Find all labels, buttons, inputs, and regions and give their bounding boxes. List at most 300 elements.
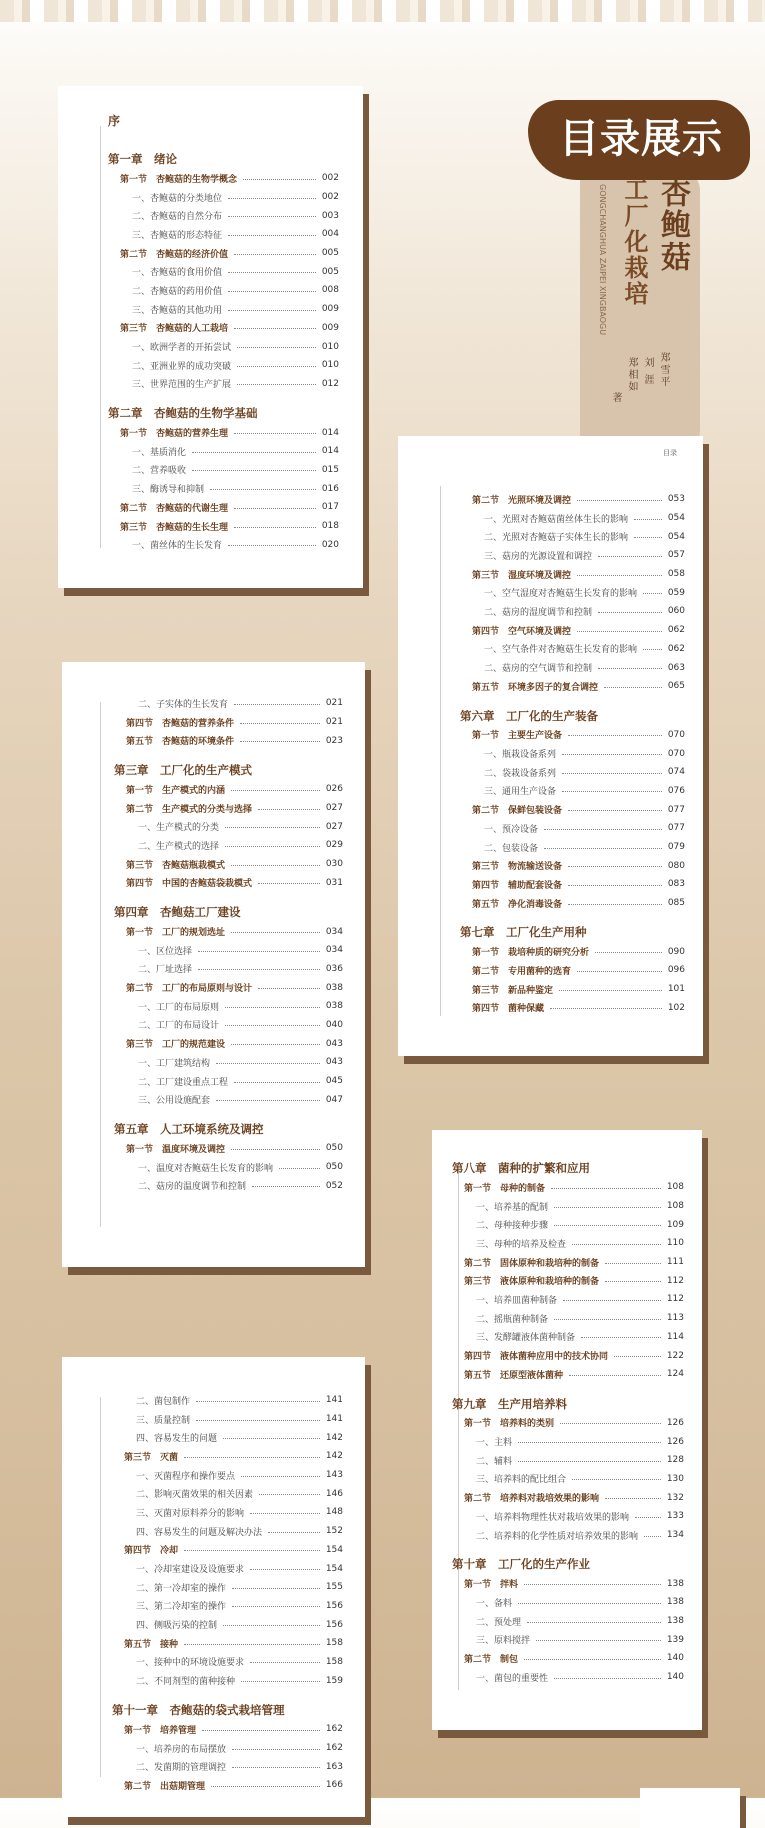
entry-label: 三、世界范围的生产扩展	[132, 380, 232, 391]
page-number: 002	[321, 192, 339, 203]
chapter-heading: 第五章 人工环境系统及调控	[114, 1122, 264, 1137]
dot-leader	[250, 1513, 320, 1514]
entry-label: 二、菇房的空气调节和控制	[484, 664, 593, 675]
entry-label: 第五节 净化消毒设备	[472, 899, 563, 910]
page-number: 015	[321, 464, 339, 475]
page-number: 130	[666, 1473, 684, 1484]
entry-label: 一、备料	[476, 1598, 513, 1609]
section-entry	[460, 800, 685, 819]
section-entry	[452, 1574, 684, 1593]
page-number: 014	[321, 427, 339, 438]
page-number: 026	[325, 784, 343, 795]
page-number: 156	[325, 1619, 343, 1630]
toc-list	[112, 1391, 343, 1795]
subsection-entry	[452, 1197, 684, 1216]
subsection-entry	[460, 509, 685, 528]
entry-label: 第三节 杏鲍菇的人工栽培	[120, 324, 229, 335]
dot-leader	[634, 519, 662, 520]
entry-label: 第一节 培养料的类别	[464, 1419, 555, 1430]
page-number: 045	[325, 1076, 343, 1087]
entry-label: 一、杏鲍菇的食用价值	[132, 268, 223, 279]
dot-leader	[634, 537, 662, 538]
page-number: 063	[667, 662, 685, 673]
entry-label: 一、空气条件对杏鲍菇生长发育的影响	[484, 645, 638, 656]
subsection-entry	[108, 300, 339, 319]
toc-list	[114, 694, 343, 1195]
page-number: 060	[667, 606, 685, 617]
subsection-entry	[460, 583, 685, 602]
dot-leader	[258, 988, 320, 989]
entry-label: 第五节 还原型液体菌种	[464, 1370, 564, 1381]
entry-label: 二、厂址选择	[138, 965, 193, 976]
entry-label: 二、第一冷却室的操作	[136, 1583, 227, 1594]
subsection-entry	[108, 375, 339, 394]
page-number: 079	[667, 842, 685, 853]
dot-leader	[216, 1063, 320, 1064]
page-number: 021	[325, 717, 343, 728]
entry-label: 第三节 杏鲍菇瓶栽模式	[126, 860, 226, 871]
page-number: 058	[667, 569, 685, 580]
subsection-entry	[112, 1757, 343, 1776]
page-number: 108	[666, 1182, 684, 1193]
page-number: 062	[667, 625, 685, 636]
dot-leader	[572, 1479, 661, 1480]
entry-label: 一、瓶栽设备系列	[484, 750, 557, 761]
dot-leader	[234, 508, 316, 509]
section-entry	[452, 1365, 684, 1384]
dot-leader	[551, 1188, 661, 1189]
subsection-entry	[112, 1578, 343, 1597]
dot-leader	[225, 827, 320, 828]
chapter-heading: 第一章 绪论	[108, 152, 177, 166]
entry-label: 二、菇房的温度调节和控制	[138, 1182, 247, 1193]
entry-label: 第二节 工厂的布局原则与设计	[126, 984, 253, 995]
dot-leader	[518, 1461, 661, 1462]
entry-label: 第一节 栽培种质的研究分析	[472, 948, 590, 959]
dot-leader	[210, 489, 316, 490]
subsection-entry	[114, 1072, 343, 1091]
subsection-entry	[112, 1559, 343, 1578]
page-number: 143	[325, 1470, 343, 1481]
subsection-entry	[112, 1391, 343, 1410]
dot-leader	[544, 829, 662, 830]
page-number: 070	[667, 729, 685, 740]
book-cover-badge	[512, 72, 752, 412]
entry-label: 二、亚洲业界的成功突破	[132, 361, 232, 372]
page-number: 152	[325, 1526, 343, 1537]
page-number: 134	[666, 1530, 684, 1541]
entry-label: 一、工厂建筑结构	[138, 1058, 211, 1069]
entry-label: 第一节 温度环境及调控	[126, 1144, 226, 1155]
entry-label: 第三节 灭菌	[124, 1452, 179, 1463]
entry-label: 第二节 培养料对栽培效果的影响	[464, 1494, 600, 1505]
entry-label: 三、第二冷却室的操作	[136, 1602, 227, 1613]
dot-leader	[563, 1300, 661, 1301]
dot-leader	[562, 754, 662, 755]
dot-leader	[237, 347, 316, 348]
dot-leader	[231, 865, 320, 866]
entry-label: 第一节 培养管理	[124, 1725, 197, 1736]
entry-label: 三、酶诱导和抑制	[132, 485, 205, 496]
entry-label: 一、培养房的布局摆放	[136, 1744, 227, 1755]
dot-leader	[223, 1438, 320, 1439]
dot-leader	[252, 1186, 320, 1187]
subsection-entry	[114, 941, 343, 960]
subsection-entry	[452, 1526, 684, 1545]
section-entry	[452, 1414, 684, 1433]
dot-leader	[569, 1375, 661, 1376]
subsection-entry	[452, 1612, 684, 1631]
dot-leader	[568, 866, 662, 867]
entry-label: 一、主料	[476, 1438, 513, 1449]
subsection-entry	[452, 1215, 684, 1234]
dot-leader	[231, 1149, 320, 1150]
section-entry	[460, 490, 685, 509]
margin-line	[100, 126, 101, 548]
subsection-entry	[108, 206, 339, 225]
subsection-entry	[452, 1507, 684, 1526]
dot-leader	[279, 1168, 320, 1169]
entry-label: 二、不同剂型的菌种接种	[136, 1677, 236, 1688]
entry-label: 第一节 主要生产设备	[472, 731, 563, 742]
subsection-entry	[460, 602, 685, 621]
dot-leader	[524, 1659, 661, 1660]
dot-leader	[560, 1423, 661, 1424]
page-number: 076	[667, 785, 685, 796]
subsection-entry	[112, 1503, 343, 1522]
section-entry	[460, 621, 685, 640]
page-number: 050	[325, 1162, 343, 1173]
subsection-entry	[108, 356, 339, 375]
dot-leader	[258, 883, 320, 884]
dot-leader	[243, 179, 316, 180]
dot-leader	[234, 704, 320, 705]
subsection-entry	[114, 836, 343, 855]
subsection-entry	[108, 337, 339, 356]
section-entry	[114, 799, 343, 818]
page-number: 034	[325, 945, 343, 956]
page-number: 132	[666, 1492, 684, 1503]
page-header: 目录	[663, 449, 677, 457]
subsection-entry	[114, 1053, 343, 1072]
page-number: 112	[666, 1294, 684, 1305]
page-number: 043	[325, 1057, 343, 1068]
page-number: 163	[325, 1761, 343, 1772]
page-number: 140	[666, 1672, 684, 1683]
page-number: 016	[321, 483, 339, 494]
dot-leader	[202, 1730, 320, 1731]
subsection-entry	[460, 763, 685, 782]
dot-leader	[192, 470, 316, 471]
dot-leader	[228, 272, 316, 273]
chapter-heading: 第四章 杏鲍菇工厂建设	[114, 905, 241, 920]
section-entry	[112, 1776, 343, 1795]
page-number: 057	[667, 550, 685, 561]
entry-label: 第四节 中国的杏鲍菇袋栽模式	[126, 879, 253, 890]
page-number: 065	[667, 681, 685, 692]
page-number: 021	[325, 698, 343, 709]
toc-list	[452, 1158, 684, 1687]
entry-label: 第四节 辅助配套设备	[472, 880, 563, 891]
entry-label: 三、质量控制	[136, 1415, 191, 1426]
dot-leader	[572, 1244, 661, 1245]
entry-label: 一、菌包的重要性	[476, 1673, 549, 1684]
entry-label: 二、母种接种步骤	[476, 1221, 549, 1232]
entry-label: 二、子实体的生长发育	[138, 699, 229, 710]
entry-label: 二、包装设备	[484, 843, 539, 854]
entry-label: 二、杏鲍菇的药用价值	[132, 286, 223, 297]
dot-leader	[184, 1550, 320, 1551]
book-title: 杏鲍菇	[655, 177, 690, 273]
author-2: 刘 涯	[642, 357, 653, 387]
entry-label: 第五节 杏鲍菇的环境条件	[126, 737, 235, 748]
section-entry	[452, 1253, 684, 1272]
dot-leader	[605, 1498, 661, 1499]
dot-leader	[237, 384, 316, 385]
entry-label: 第三节 物流输送设备	[472, 862, 563, 873]
section-entry	[460, 999, 685, 1018]
badge-title: 目录展示	[559, 116, 723, 162]
page-number: 102	[667, 1002, 685, 1013]
chapter-heading: 第十章 工厂化的生产作业	[452, 1557, 590, 1572]
dot-leader	[225, 846, 320, 847]
subsection-entry	[114, 1176, 343, 1195]
dot-leader	[577, 971, 662, 972]
toc-page-1	[58, 86, 363, 588]
page-number: 059	[667, 587, 685, 598]
dot-leader	[231, 932, 320, 933]
entry-label: 第二节 杏鲍菇的经济价值	[120, 249, 229, 260]
page-number: 005	[321, 248, 339, 259]
dot-leader	[225, 1007, 320, 1008]
section-entry	[112, 1634, 343, 1653]
entry-label: 第四节 空气环境及调控	[472, 626, 572, 637]
dot-leader	[559, 990, 662, 991]
entry-label: 三、培养料的配比组合	[476, 1475, 567, 1486]
entry-label: 第四节 液体菌种应用中的技术协同	[464, 1352, 609, 1363]
subsection-entry	[112, 1484, 343, 1503]
page-number: 038	[325, 982, 343, 993]
section-entry	[452, 1178, 684, 1197]
entry-label: 三、母种的培养及检查	[476, 1239, 567, 1250]
dot-leader	[577, 631, 662, 632]
page-number: 138	[666, 1578, 684, 1589]
dot-leader	[598, 556, 662, 557]
section-entry	[108, 319, 339, 338]
subsection-entry	[112, 1671, 343, 1690]
margin-line	[100, 702, 101, 1227]
chapter-heading: 第三章 工厂化的生产模式	[114, 763, 252, 778]
entry-label: 第二节 制包	[464, 1654, 519, 1665]
entry-label: 一、杏鲍菇的分类地位	[132, 193, 223, 204]
entry-label: 一、冷却室建设及设施要求	[136, 1565, 245, 1576]
section-entry	[460, 875, 685, 894]
dot-leader	[216, 1100, 320, 1101]
entry-label: 一、预冷设备	[484, 824, 539, 835]
page-number: 010	[321, 360, 339, 371]
entry-label: 第五节 接种	[124, 1639, 179, 1650]
book-english-title: GONGCHANGHUA ZAIPEI XINGBAOGU	[598, 184, 607, 336]
page-number: 126	[666, 1436, 684, 1447]
author-1: 郑雪平	[658, 352, 669, 388]
page-number: 010	[321, 341, 339, 352]
section-entry	[108, 244, 339, 263]
subsection-entry	[452, 1668, 684, 1687]
page-number: 138	[666, 1616, 684, 1627]
page-number: 036	[325, 963, 343, 974]
page-number: 020	[321, 539, 339, 550]
dot-leader	[228, 216, 316, 217]
page-number: 038	[325, 1001, 343, 1012]
page-number: 012	[321, 378, 339, 389]
entry-label: 三、杏鲍菇的形态特征	[132, 230, 223, 241]
entry-label: 一、温度对杏鲍菇生长发育的影响	[138, 1163, 274, 1174]
page-number: 062	[667, 643, 685, 654]
page-number: 122	[666, 1350, 684, 1361]
page-number: 124	[666, 1369, 684, 1380]
section-entry	[108, 498, 339, 517]
dot-leader	[554, 1207, 661, 1208]
page-number: 142	[325, 1451, 343, 1462]
subsection-entry	[460, 527, 685, 546]
toc-page-3	[62, 662, 365, 1267]
entry-label: 一、培养料物理性状对栽培效果的影响	[476, 1512, 630, 1523]
top-brush-decoration	[0, 0, 765, 22]
margin-line	[100, 1397, 101, 1777]
dot-leader	[240, 723, 320, 724]
subsection-entry	[452, 1593, 684, 1612]
page-number: 154	[325, 1544, 343, 1555]
subsection-entry	[108, 262, 339, 281]
page-number: 008	[321, 285, 339, 296]
entry-label: 二、辅料	[476, 1456, 513, 1467]
entry-label: 一、接种中的环境设施要求	[136, 1658, 245, 1669]
subsection-entry	[112, 1522, 343, 1541]
entry-label: 第一节 母种的制备	[464, 1183, 546, 1194]
dot-leader	[234, 328, 316, 329]
entry-label: 一、光照对杏鲍菇菌丝体生长的影响	[484, 514, 629, 525]
dot-leader	[605, 1263, 661, 1264]
preface-label: 序	[108, 114, 121, 128]
page-number: 080	[667, 860, 685, 871]
entry-label: 第一节 生产模式的内涵	[126, 785, 226, 796]
subsection-entry	[114, 997, 343, 1016]
dot-leader	[604, 687, 662, 688]
entry-label: 三、灭菌对原料养分的影响	[136, 1508, 245, 1519]
subsection-entry	[108, 461, 339, 480]
entry-label: 第一节 拌料	[464, 1580, 519, 1591]
page-number: 054	[667, 531, 685, 542]
entry-label: 一、区位选择	[138, 946, 193, 957]
dot-leader	[240, 741, 320, 742]
entry-label: 第五节 环境多因子的复合调控	[472, 682, 599, 693]
page-number: 109	[666, 1219, 684, 1230]
entry-label: 一、生产模式的分类	[138, 823, 220, 834]
page-number: 158	[325, 1656, 343, 1667]
dot-leader	[562, 791, 662, 792]
page-number: 090	[667, 946, 685, 957]
section-entry	[114, 1139, 343, 1158]
subsection-entry	[112, 1653, 343, 1672]
dot-leader	[232, 1606, 320, 1607]
dot-leader	[225, 1025, 320, 1026]
dot-leader	[536, 1640, 661, 1641]
subsection-entry	[112, 1428, 343, 1447]
subsection-entry	[452, 1290, 684, 1309]
subsection-entry	[452, 1234, 684, 1253]
dot-leader	[234, 527, 316, 528]
subsection-entry	[452, 1630, 684, 1649]
entry-label: 二、光照对杏鲍菇子实体生长的影响	[484, 533, 629, 544]
page-number: 074	[667, 767, 685, 778]
entry-label: 第三节 液体原种和栽培种的制备	[464, 1277, 600, 1288]
book-subtitle: 工厂化栽培	[620, 177, 648, 307]
page-number: 156	[325, 1600, 343, 1611]
entry-label: 第二节 固体原种和栽培种的制备	[464, 1258, 600, 1269]
entry-label: 二、袋栽设备系列	[484, 768, 557, 779]
page-number: 108	[666, 1201, 684, 1212]
toc-list	[108, 149, 339, 554]
page-number: 083	[667, 879, 685, 890]
page-number: 053	[667, 494, 685, 505]
dot-leader	[268, 1532, 320, 1533]
page-number: 047	[325, 1094, 343, 1105]
subsection-entry	[460, 744, 685, 763]
page-number: 101	[667, 984, 685, 995]
entry-label: 二、生产模式的选择	[138, 841, 220, 852]
page-number: 018	[321, 521, 339, 532]
entry-label: 二、工厂的布局设计	[138, 1021, 220, 1032]
dot-leader	[581, 1337, 661, 1338]
dot-leader	[518, 1603, 661, 1604]
dot-leader	[241, 1476, 320, 1477]
entry-label: 第三节 杏鲍菇的生长生理	[120, 522, 229, 533]
entry-label: 三、杏鲍菇的其他功用	[132, 305, 223, 316]
page-number: 040	[325, 1019, 343, 1030]
section-entry	[460, 565, 685, 584]
page-number: 141	[325, 1414, 343, 1425]
section-entry	[114, 780, 343, 799]
entry-label: 四、容易发生的问题	[136, 1434, 218, 1445]
page-number: 126	[666, 1417, 684, 1428]
dot-leader	[568, 810, 662, 811]
page-number: 005	[321, 266, 339, 277]
toc-page-6-partial	[640, 1788, 740, 1828]
page-number: 027	[325, 821, 343, 832]
subsection-entry	[114, 694, 343, 713]
subsection-entry	[108, 479, 339, 498]
subsection-entry	[452, 1309, 684, 1328]
entry-label: 三、菇房的光源设置和调控	[484, 551, 593, 562]
page-number: 043	[325, 1038, 343, 1049]
entry-label: 一、灭菌程序和操作要点	[136, 1471, 236, 1482]
entry-label: 第四节 杏鲍菇的营养条件	[126, 718, 235, 729]
author-suffix: 著	[610, 392, 621, 404]
toc-page-4	[432, 1130, 702, 1730]
entry-label: 一、菌丝体的生长发育	[132, 541, 223, 552]
section-entry	[452, 1346, 684, 1365]
section-entry	[452, 1488, 684, 1507]
dot-leader	[184, 1457, 320, 1458]
entry-label: 第四节 菌种保藏	[472, 1004, 545, 1015]
dot-leader	[250, 1662, 320, 1663]
page-number: 139	[666, 1634, 684, 1645]
section-entry	[112, 1447, 343, 1466]
entry-label: 三、发酵罐液体菌种制备	[476, 1333, 576, 1344]
subsection-entry	[460, 546, 685, 565]
dot-leader	[644, 1536, 661, 1537]
subsection-entry	[114, 1158, 343, 1177]
